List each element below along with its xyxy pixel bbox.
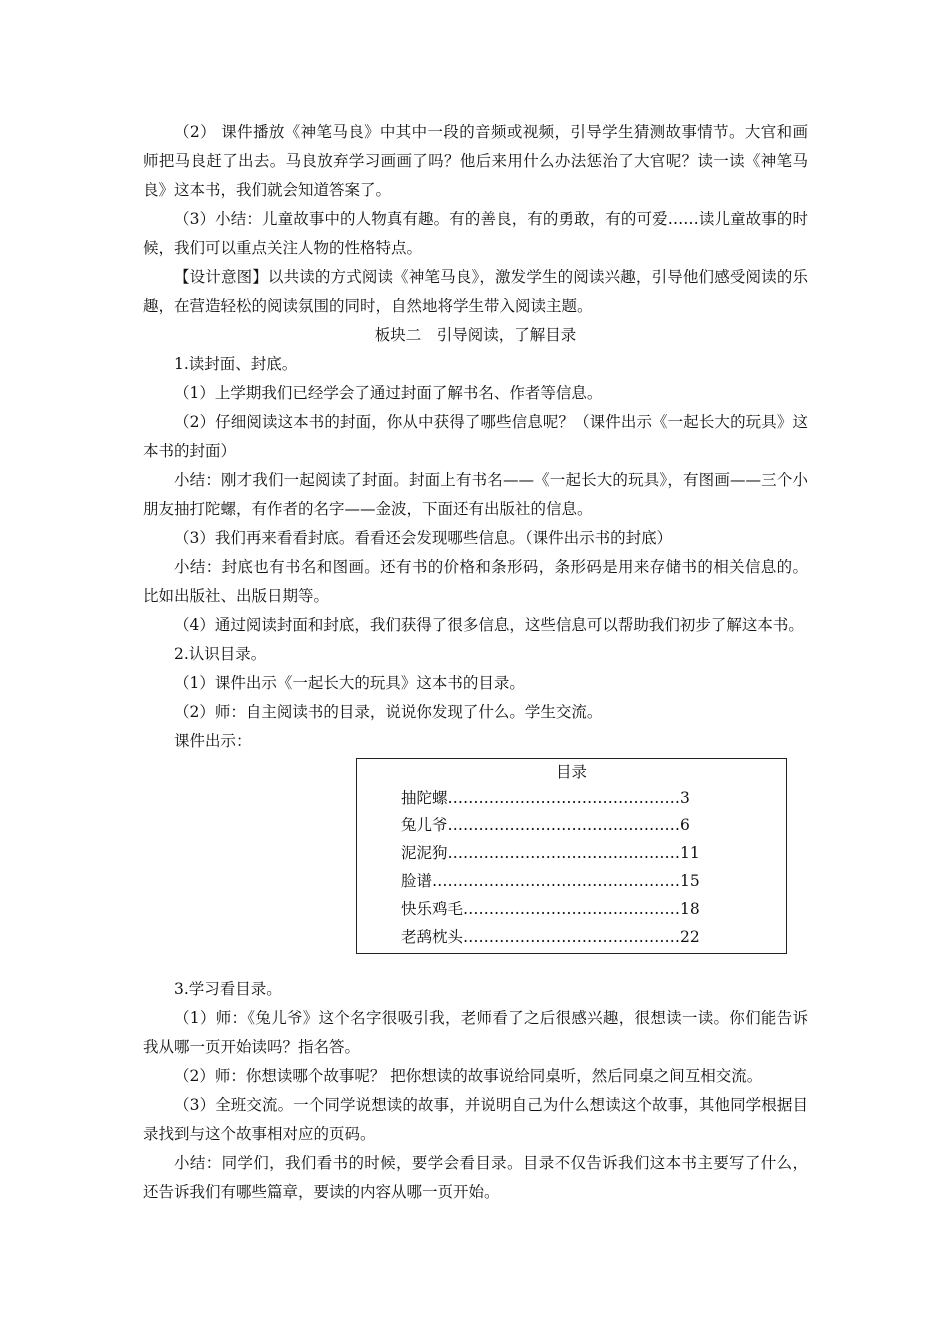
paragraph: （3）小结：儿童故事中的人物真有趣。有的善良，有的勇敢，有的可爱……读儿童故事的时候，我们可以重点关注人物的性格特点。 — [143, 210, 808, 257]
courseware-label: 课件出示： — [174, 732, 252, 750]
paragraph: （2）仔细阅读这本书的封面，你从中获得了哪些信息呢？（课件出示《一起长大的玩具》这本书的封面） — [143, 413, 808, 460]
paragraph: （2）师：你想读哪个故事呢？ 把你想读的故事说给同桌听，然后同桌之间互相交流。 — [174, 1067, 763, 1085]
paragraph: （2） 课件播放《神笔马良》中其中一段的音频或视频，引导学生猜测故事情节。大官和画师把马良赶了出去。马良放弃学习画画了吗？他后来用什么办法惩治了大官呢？读一读《神笔马良》这本书，我们就会知道答案了。 — [143, 123, 808, 199]
paragraph: （4）通过阅读封面和封底，我们获得了很多信息，这些信息可以帮助我们初步了解这本书。 — [174, 616, 804, 634]
toc-entry: 抽陀螺………………………………………3 — [401, 789, 690, 807]
toc-entry: 快乐鸡毛……………………………………18 — [401, 900, 700, 918]
toc-entry: 老鸹枕头……………………………………22 — [401, 928, 700, 946]
step-heading: 1.读封面、封底。 — [174, 355, 298, 373]
step-heading: 2.认识目录。 — [174, 645, 267, 663]
design-intent-paragraph: 【设计意图】以共读的方式阅读《神笔马良》，激发学生的阅读兴趣，引导他们感受阅读的乐趣，在营造轻松的阅读氛围的同时，自然地将学生带入阅读主题。 — [143, 268, 808, 315]
paragraph: （1）师：《兔儿爷》这个名字很吸引我，老师看了之后很感兴趣，很想读一读。你们能告诉我从哪一页开始读吗？指名答。 — [143, 1009, 808, 1056]
paragraph: （3）全班交流。一个同学说想读的故事，并说明自己为什么想读这个故事，其他同学根据目录找到与这个故事相对应的页码。 — [143, 1096, 808, 1143]
section-heading: 板块二 引导阅读，了解目录 — [374, 326, 577, 344]
toc-box — [356, 758, 787, 954]
toc-entry: 脸谱…………………………………………15 — [401, 872, 700, 890]
paragraph: （3）我们再来看看封底。看看还会发现哪些信息。（课件出示书的封底） — [174, 529, 673, 547]
toc-figure — [143, 758, 808, 963]
paragraph: （2）师：自主阅读书的目录，说说你发现了什么。学生交流。 — [174, 703, 603, 721]
document-page — [143, 118, 808, 1207]
summary-paragraph: 小结：刚才我们一起阅读了封面。封面上有书名——《一起长大的玩具》，有图画——三个小朋友抽打陀螺，有作者的名字——金波，下面还有出版社的信息。 — [143, 471, 808, 518]
step-heading: 3.学习看目录。 — [174, 980, 282, 998]
paragraph: （1）课件出示《一起长大的玩具》这本书的目录。 — [174, 674, 525, 692]
toc-entry: 泥泥狗………………………………………11 — [401, 844, 700, 862]
paragraph: （1）上学期我们已经学会了通过封面了解书名、作者等信息。 — [174, 384, 603, 402]
summary-paragraph: 小结：同学们，我们看书的时候，要学会看目录。目录不仅告诉我们这本书主要写了什么，还告诉我们有哪些篇章，要读的内容从哪一页开始。 — [143, 1154, 808, 1201]
summary-paragraph: 小结：封底也有书名和图画。还有书的价格和条形码，条形码是用来存储书的相关信息的。比如出版社、出版日期等。 — [143, 558, 808, 605]
toc-entry: 兔儿爷………………………………………6 — [401, 816, 690, 834]
toc-title: 目录 — [555, 763, 587, 781]
